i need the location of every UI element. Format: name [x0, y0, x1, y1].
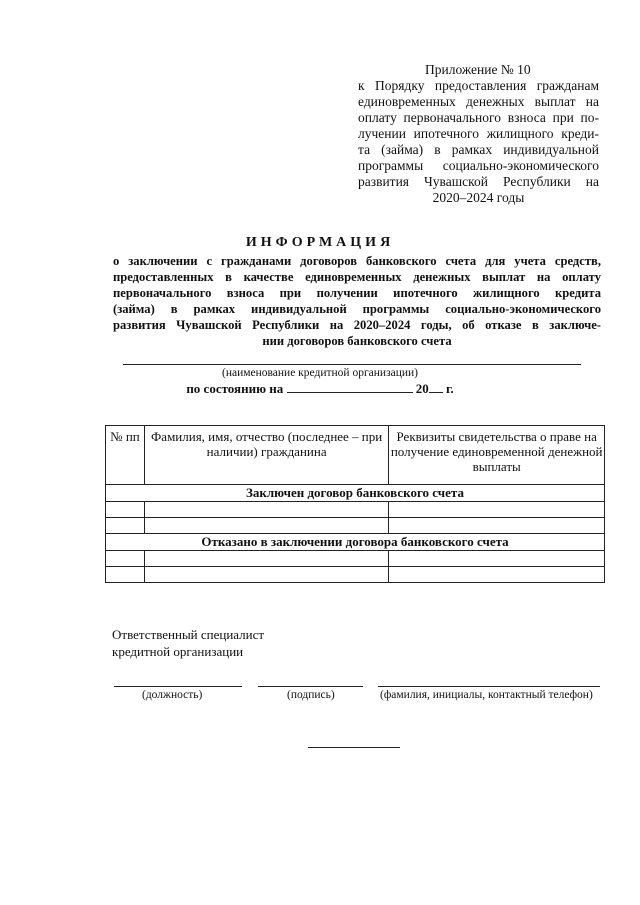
section-row-refused: [106, 534, 605, 551]
subtitle-line: (займа) в рамках индивидуальной программы социально-экономического: [113, 302, 601, 316]
section-row-concluded: [106, 485, 605, 502]
table-cell: [106, 502, 145, 518]
table-header-row: [106, 426, 605, 485]
appendix-reference: [358, 78, 599, 206]
year-blank: [429, 381, 443, 393]
table-row: [106, 567, 605, 583]
header-full-name: Фамилия, имя, отчество (последнее – при наличии) гражданина: [144, 426, 388, 485]
subtitle-line: первоначального взноса при получении ипотечного жилищного кредита: [113, 286, 601, 300]
closing-line: [308, 747, 400, 748]
appendix-title: Приложение № 10: [425, 62, 531, 77]
table-cell: [389, 567, 605, 583]
year-prefix: 20: [415, 381, 429, 396]
table-cell: [389, 502, 605, 518]
appendix-reference-line: программы социально-экономического: [358, 158, 599, 173]
section-refused-label: Отказано в заключении договора банковского счета: [106, 534, 605, 551]
subtitle-line: нии договоров банковского счета: [262, 334, 452, 348]
table-cell: [389, 551, 605, 567]
header-certificate: Реквизиты свидетельства о праве на получение единовременной денежной выплаты: [389, 426, 605, 485]
responsible-line: Ответственный специалист: [112, 627, 265, 642]
table-cell: [144, 551, 388, 567]
year-suffix: г.: [446, 381, 454, 396]
table-cell: [106, 518, 145, 534]
table-cell: [144, 502, 388, 518]
org-name-caption: (наименование кредитной организации): [221, 367, 419, 379]
appendix-reference-line: оплату первоначального взноса при по-: [358, 110, 599, 125]
name-caption: (фамилия, инициалы, контактный телефон): [380, 689, 593, 701]
document-subtitle: [113, 253, 601, 349]
info-table: [105, 425, 605, 583]
subtitle-line: о заключении с гражданами договоров банковского счета для учета средств,: [113, 254, 601, 268]
appendix-reference-line: к Порядку предоставления гражданам: [358, 78, 599, 93]
appendix-reference-line: единовременных денежных выплат на: [358, 94, 599, 109]
as-of-label: по состоянию на: [186, 381, 284, 396]
subtitle-line: развития Чувашской Республики на 2020–2024 годы, об отказе в заключе-: [113, 318, 601, 332]
position-line: [114, 686, 242, 687]
table-cell: [106, 567, 145, 583]
section-concluded-label: Заключен договор банковского счета: [106, 485, 605, 502]
appendix-reference-line: та (займа) в рамках индивидуальной: [358, 142, 599, 157]
org-name-line: [123, 364, 581, 365]
subtitle-line: предоставленных в качестве единовременных денежных выплат на оплату: [113, 270, 601, 284]
as-of-date: [0, 381, 640, 397]
appendix-reference-line: лучении ипотечного жилищного креди-: [358, 126, 599, 141]
table-row: [106, 502, 605, 518]
table-cell: [144, 567, 388, 583]
signature-line: [258, 686, 363, 687]
table-row: [106, 551, 605, 567]
appendix-reference-line: развития Чувашской Республики на: [358, 174, 599, 189]
table-cell: [144, 518, 388, 534]
signature-caption: (подпись): [287, 689, 335, 701]
document-title: ИНФОРМАЦИЯ: [245, 235, 395, 250]
responsible-specialist: [112, 626, 264, 660]
table-cell: [389, 518, 605, 534]
date-blank: [287, 381, 413, 393]
appendix-reference-line: 2020–2024 годы: [432, 190, 525, 205]
table-cell: [106, 551, 145, 567]
position-caption: (должность): [142, 689, 203, 701]
responsible-line: кредитной организации: [112, 644, 244, 659]
table-row: [106, 518, 605, 534]
header-number: № пп: [106, 426, 145, 485]
name-line: [378, 686, 600, 687]
